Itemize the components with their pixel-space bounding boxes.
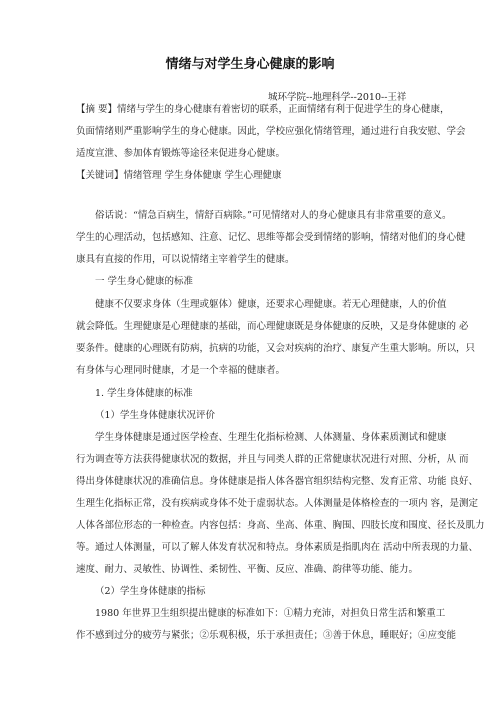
abstract-line: 适度宣泄、参加体育锻炼等途径来促进身心健康。 [76,148,286,159]
paragraph-line: 要条件。健康的心理既有防病，抗病的功能，又会对疾病的治疗、康复产生重大影响。所以，只 [76,343,476,354]
paragraph-line: 康具有直接的作用，可以说情绪主宰着学生的健康。 [76,254,295,265]
paragraph-line: 有身体与心理同时健康，才是一个幸福的健康者。 [76,365,286,376]
section-heading: 一 学生身心健康的标准 [95,276,194,287]
abstract-line: 【摘 要】情绪与学生的身心健康有着密切的联系，正面情绪有利于促进学生的身心健康， [76,104,450,115]
paragraph-line: 就会降低。生理健康是心理健康的基础，而心理健康既是身体健康的反映，又是身体健康的 必 [76,321,469,332]
keywords-line: 【关键词】情绪管理 学生身体健康 学生心理健康 [76,170,282,181]
paragraph-line: 行为调查等方法获得健康状况的数据，并且与同类人群的正常健康状况进行对照、分析，从 而 [76,454,469,465]
paragraph-line: 速度、耐力、灵敏性、协调性、柔韧性、平衡、反应、准确、韵律等功能、能力。 [76,564,419,575]
subsection-heading: （2）学生身体健康的指标 [95,586,206,597]
paragraph-line: 等。通过人体测量，可以了解人体发育状况和特点。身体素质是指肌肉在 活动中所表现的力量、 [76,542,479,553]
paragraph-line: 学生身体健康是通过医学检查、生理生化指标检测、人体测量、身体素质测试和健康 [95,432,447,443]
paragraph-line: 1980 年世界卫生组织提出健康的标准如下：①精力充沛，对担负日常生活和繁重工 [95,608,446,619]
paragraph-line: 人体各部位形态的一种检查。内容包括：身高、坐高、体重、胸围、四肢长度和围度、径长及肌力 [76,520,485,531]
paragraph-line: 俗话说：“情急百病生，情舒百病除。”可见情绪对人的身心健康具有非常重要的意义。 [95,210,452,221]
page-title: 情绪与对学生身心健康的影响 [165,57,335,72]
paragraph-line: 得出身体健康状况的准确信息。身体健康是指人体各器官组织结构完整、发育正常、功能 良好、 [76,476,479,487]
paragraph-line: 学生的心理活动，包括感知、注意、记忆、思维等都会受到情绪的影响，情绪对他们的身心健 [76,232,466,243]
paragraph-line: 健康不仅要求身体（生理或躯体）健康，还要求心理健康。若无心理健康，人的价值 [95,299,447,310]
subsection-heading: 1. 学生身体健康的标准 [95,388,193,399]
subsection-heading: （1）学生身体健康状况评价 [95,410,216,421]
paragraph-line: 作不感到过分的疲劳与紧张；②乐观积极，乐于承担责任；③善于休息，睡眠好；④应变能 [76,630,457,641]
author-line: 城环学院--地理科学--2010--王祥 [268,92,407,103]
paragraph-line: 生理生化指标正常，没有疾病或身体不处于虚弱状态。人体测量是体格检查的一项内 容，是测定 [76,498,479,509]
abstract-line: 负面情绪则严重影响学生的身心健康。因此，学校应强化情绪管理，通过进行自我安慰、学会 [76,126,466,137]
